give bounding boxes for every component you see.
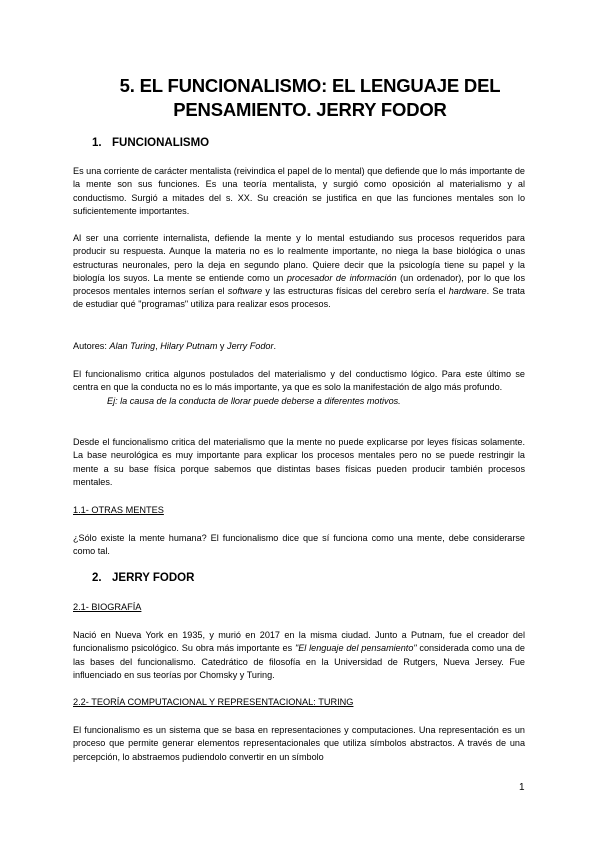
text-run: El funcionalismo critica algunos postulados del materialismo y del conductismo lógico. Para este último se centra en que la conducta no es lo más importante, ya que es solo la manifestación de algo más profundo. [73, 369, 525, 393]
paragraph-internalism [73, 232, 525, 312]
authors-label: Autores: [73, 341, 110, 351]
author-putnam: Hilary Putnam [160, 341, 218, 351]
emphasis-procesador: procesador de información [286, 272, 397, 283]
emphasis-book-title: "El lenguaje del pensamiento" [294, 643, 417, 654]
section-1-title: FUNCIONALISMO [112, 137, 210, 149]
author-turing: Alan Turing [109, 341, 156, 351]
text-run: Nació en Nueva York en 1935, y murió en 2017 en la misma ciudad. Junto a Putnam, fue el creador del funcionalismo psicológico. Su obra más importante es [73, 630, 525, 654]
paragraph-authors [73, 340, 525, 353]
section-2-number: 2. [92, 572, 102, 584]
author-fodor: Jerry Fodor [227, 341, 274, 351]
title-line-2: PENSAMIENTO. JERRY FODOR [173, 99, 447, 120]
paragraph-other-minds: ¿Sólo existe la mente humana? El funcionalismo dice que sí funciona como una mente, debe considerarse como tal. [73, 533, 525, 557]
emphasis-software: software [227, 286, 263, 297]
title-line-1: 5. EL FUNCIONALISMO: EL LENGUAJE DEL [119, 75, 501, 96]
paragraph-computational-theory: El funcionalismo es un sistema que se basa en representaciones y computaciones. Una representación es un proceso que permite generar elementos representacionales que utiliza símbolos abstractos. A través de una percepción, lo abstraemos pudiendolo convertir en un símbolo [73, 725, 525, 762]
section-1-number: 1. [92, 137, 102, 149]
text-run: , [155, 341, 161, 351]
paragraph-critique [73, 368, 525, 408]
paragraph-definition: Es una corriente de carácter mentalista (reivindica el papel de lo mental) que defiende que lo más importante de la mente son sus funciones. Es una teoría mentalista, y surgió como oposición al materialismo y al conductismo. Surgió a mitades del s. XX. Su creación se justifica en que las funciones mentales son lo suficientemente importantes. [73, 166, 525, 216]
example-text: Ej: la causa de la conducta de llorar puede deberse a diferentes motivos. [107, 395, 401, 406]
subsection-1-1-heading: 1.1- OTRAS MENTES [73, 505, 164, 515]
subsection-2-2-heading: 2.2- TEORÍA COMPUTACIONAL Y REPRESENTACIONAL: TURING [73, 697, 354, 707]
text-run: . Se trata de estudiar qué "programas" utiliza para realizar esos procesos. [73, 286, 525, 310]
document-title [90, 74, 530, 122]
text-run: y [217, 341, 228, 351]
paragraph-biography [73, 629, 525, 682]
section-2-heading [92, 572, 194, 584]
text-run: y las estructuras físicas del cerebro sería el [262, 286, 449, 297]
emphasis-hardware: hardware [448, 286, 487, 297]
text-run: considerada como una de las bases del funcionalismo. Catedrático de filosofía en la Universidad de Rutgers, Nueva Jersey. Fue influenciado en sus teorías por Chomsky y Turing. [73, 643, 525, 680]
text-run: Al ser una corriente internalista, defiende la mente y lo mental estudiando sus procesos requeridos para producir su respuesta. Aunque la materia no es lo realmente importante, no niega la base biológica o unas estructuras neuronales, pero la deja en segundo plano. Quiere decir que la psicología tiene su papel y la biología los suyos. La mente se entiende como un [73, 233, 525, 283]
subsection-2-1-heading: 2.1- BIOGRAFÍA [73, 602, 142, 612]
page-number: 1 [519, 782, 525, 793]
text-run: . [273, 341, 277, 351]
text-run: (un ordenador), por lo que los procesos mentales internos serían el [73, 272, 525, 297]
section-2-title: JERRY FODOR [112, 572, 195, 584]
section-1-heading [92, 137, 209, 149]
paragraph-materialism: Desde el funcionalismo critica del materialismo que la mente no puede explicarse por leyes físicas solamente. La base neurológica es muy importante para explicar los procesos mentales pero no se puede restringir la mente a su base física porque sabemos que distintas bases físicas pueden producir también procesos mentales. [73, 437, 525, 487]
